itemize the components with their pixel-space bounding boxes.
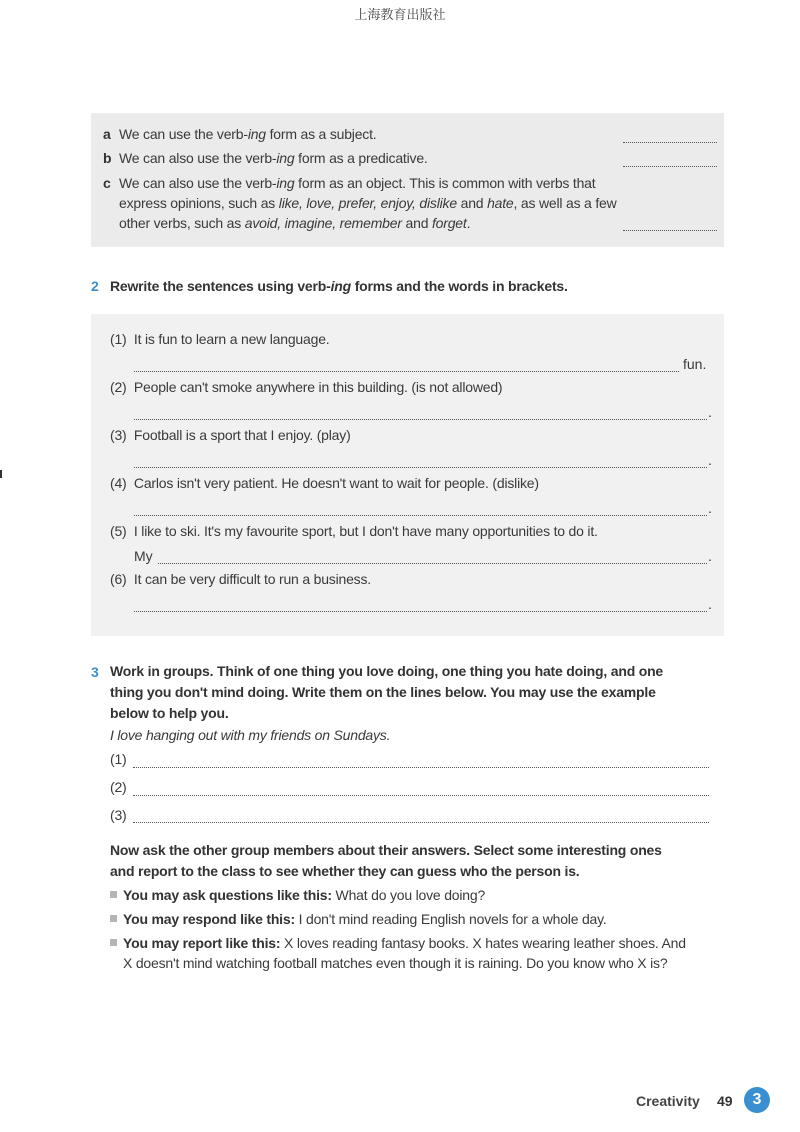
answer-line-6[interactable] xyxy=(134,610,707,612)
exercise2-item-3: (3) Football is a sport that I enjoy. (play) xyxy=(110,427,351,443)
exercise2-item-5: (5) I like to ski. It's my favourite sport, but I don't have many opportunities to do it. xyxy=(110,523,598,539)
edge-mark xyxy=(0,470,2,478)
answer-line-3[interactable] xyxy=(134,466,707,468)
bullet-respond: You may respond like this: I don't mind reading English novels for a whole day. xyxy=(110,909,725,929)
answer-line-4[interactable] xyxy=(134,514,707,516)
exercise2-item-6: (6) It can be very difficult to run a business. xyxy=(110,571,371,587)
answer-line-1[interactable] xyxy=(134,370,679,372)
exercise2-item-4: (4) Carlos isn't very patient. He doesn't want to wait for people. (dislike) xyxy=(110,475,539,491)
answer-tail-6: . xyxy=(708,596,712,612)
answer-line-a[interactable] xyxy=(623,141,717,143)
answer-line-2[interactable] xyxy=(134,418,707,420)
exercise2-number: 2 xyxy=(91,278,99,294)
answer-tail-4: . xyxy=(708,500,712,516)
write-line-1[interactable] xyxy=(133,766,709,768)
write-line-label-1: (1) xyxy=(110,751,127,767)
rule-c-line2: express opinions, such as like, love, prefer, enjoy, dislike and hate, as well as a few xyxy=(119,195,617,211)
rule-b: b We can also use the verb-ing form as a predicative. xyxy=(103,150,428,166)
bullet-ask: You may ask questions like this: What do you love doing? xyxy=(110,885,725,905)
exercise2-box xyxy=(91,314,724,636)
publisher-header: 上海教育出版社 xyxy=(354,8,446,23)
unit-badge: 3 xyxy=(744,1087,770,1113)
answer-tail-1: fun. xyxy=(683,356,707,372)
write-line-label-2: (2) xyxy=(110,779,127,795)
answer-prefix-5: My xyxy=(134,548,153,564)
write-line-label-3: (3) xyxy=(110,807,127,823)
rule-c: c We can also use the verb-ing form as an object. This is common with verbs that express opinions, such as like, love, prefer, enjoy, dislike and hate, as well as a few other verbs, such as avoid, imagine, remember and forget. xyxy=(103,175,617,231)
exercise3-heading: Work in groups. Think of one thing you love doing, one thing you hate doing, and one thing you don't mind doing. Write them on the lines below. You may use the example below to help you. xyxy=(110,663,664,721)
answer-line-b[interactable] xyxy=(623,165,717,167)
exercise3-number: 3 xyxy=(91,664,99,680)
rule-c-line3: other verbs, such as avoid, imagine, remember and forget. xyxy=(119,215,471,231)
answer-line-5[interactable] xyxy=(158,562,707,564)
bullet-square-icon xyxy=(110,915,117,922)
footer-unit-title: Creativity xyxy=(636,1093,700,1109)
exercise2-heading: Rewrite the sentences using verb-ing forms and the words in brackets. xyxy=(110,278,568,294)
bullet-report: You may report like this: X loves reading fantasy books. X hates wearing leather shoes. And X doesn't mind watching football matches even though it is raining. Do you know who X is? xyxy=(110,933,725,973)
bullet-square-icon xyxy=(110,939,117,946)
exercise3-example: I love hanging out with my friends on Sundays. xyxy=(110,727,391,743)
exercise2-item-2: (2) People can't smoke anywhere in this building. (is not allowed) xyxy=(110,379,503,395)
write-line-2[interactable] xyxy=(133,794,709,796)
write-line-3[interactable] xyxy=(133,821,709,823)
answer-tail-3: . xyxy=(708,452,712,468)
answer-tail-2: . xyxy=(708,404,712,420)
grammar-rules-box xyxy=(91,113,724,247)
exercise2-item-1: (1) It is fun to learn a new language. xyxy=(110,331,330,347)
page-number: 49 xyxy=(717,1093,733,1109)
rule-a: a We can use the verb-ing form as a subject. xyxy=(103,126,377,142)
answer-line-c[interactable] xyxy=(623,229,717,231)
bullet-square-icon xyxy=(110,891,117,898)
answer-tail-5: . xyxy=(708,548,712,564)
exercise3-followup: Now ask the other group members about their answers. Select some interesting ones and report to the class to see whether they can guess who the person is. xyxy=(110,842,662,879)
